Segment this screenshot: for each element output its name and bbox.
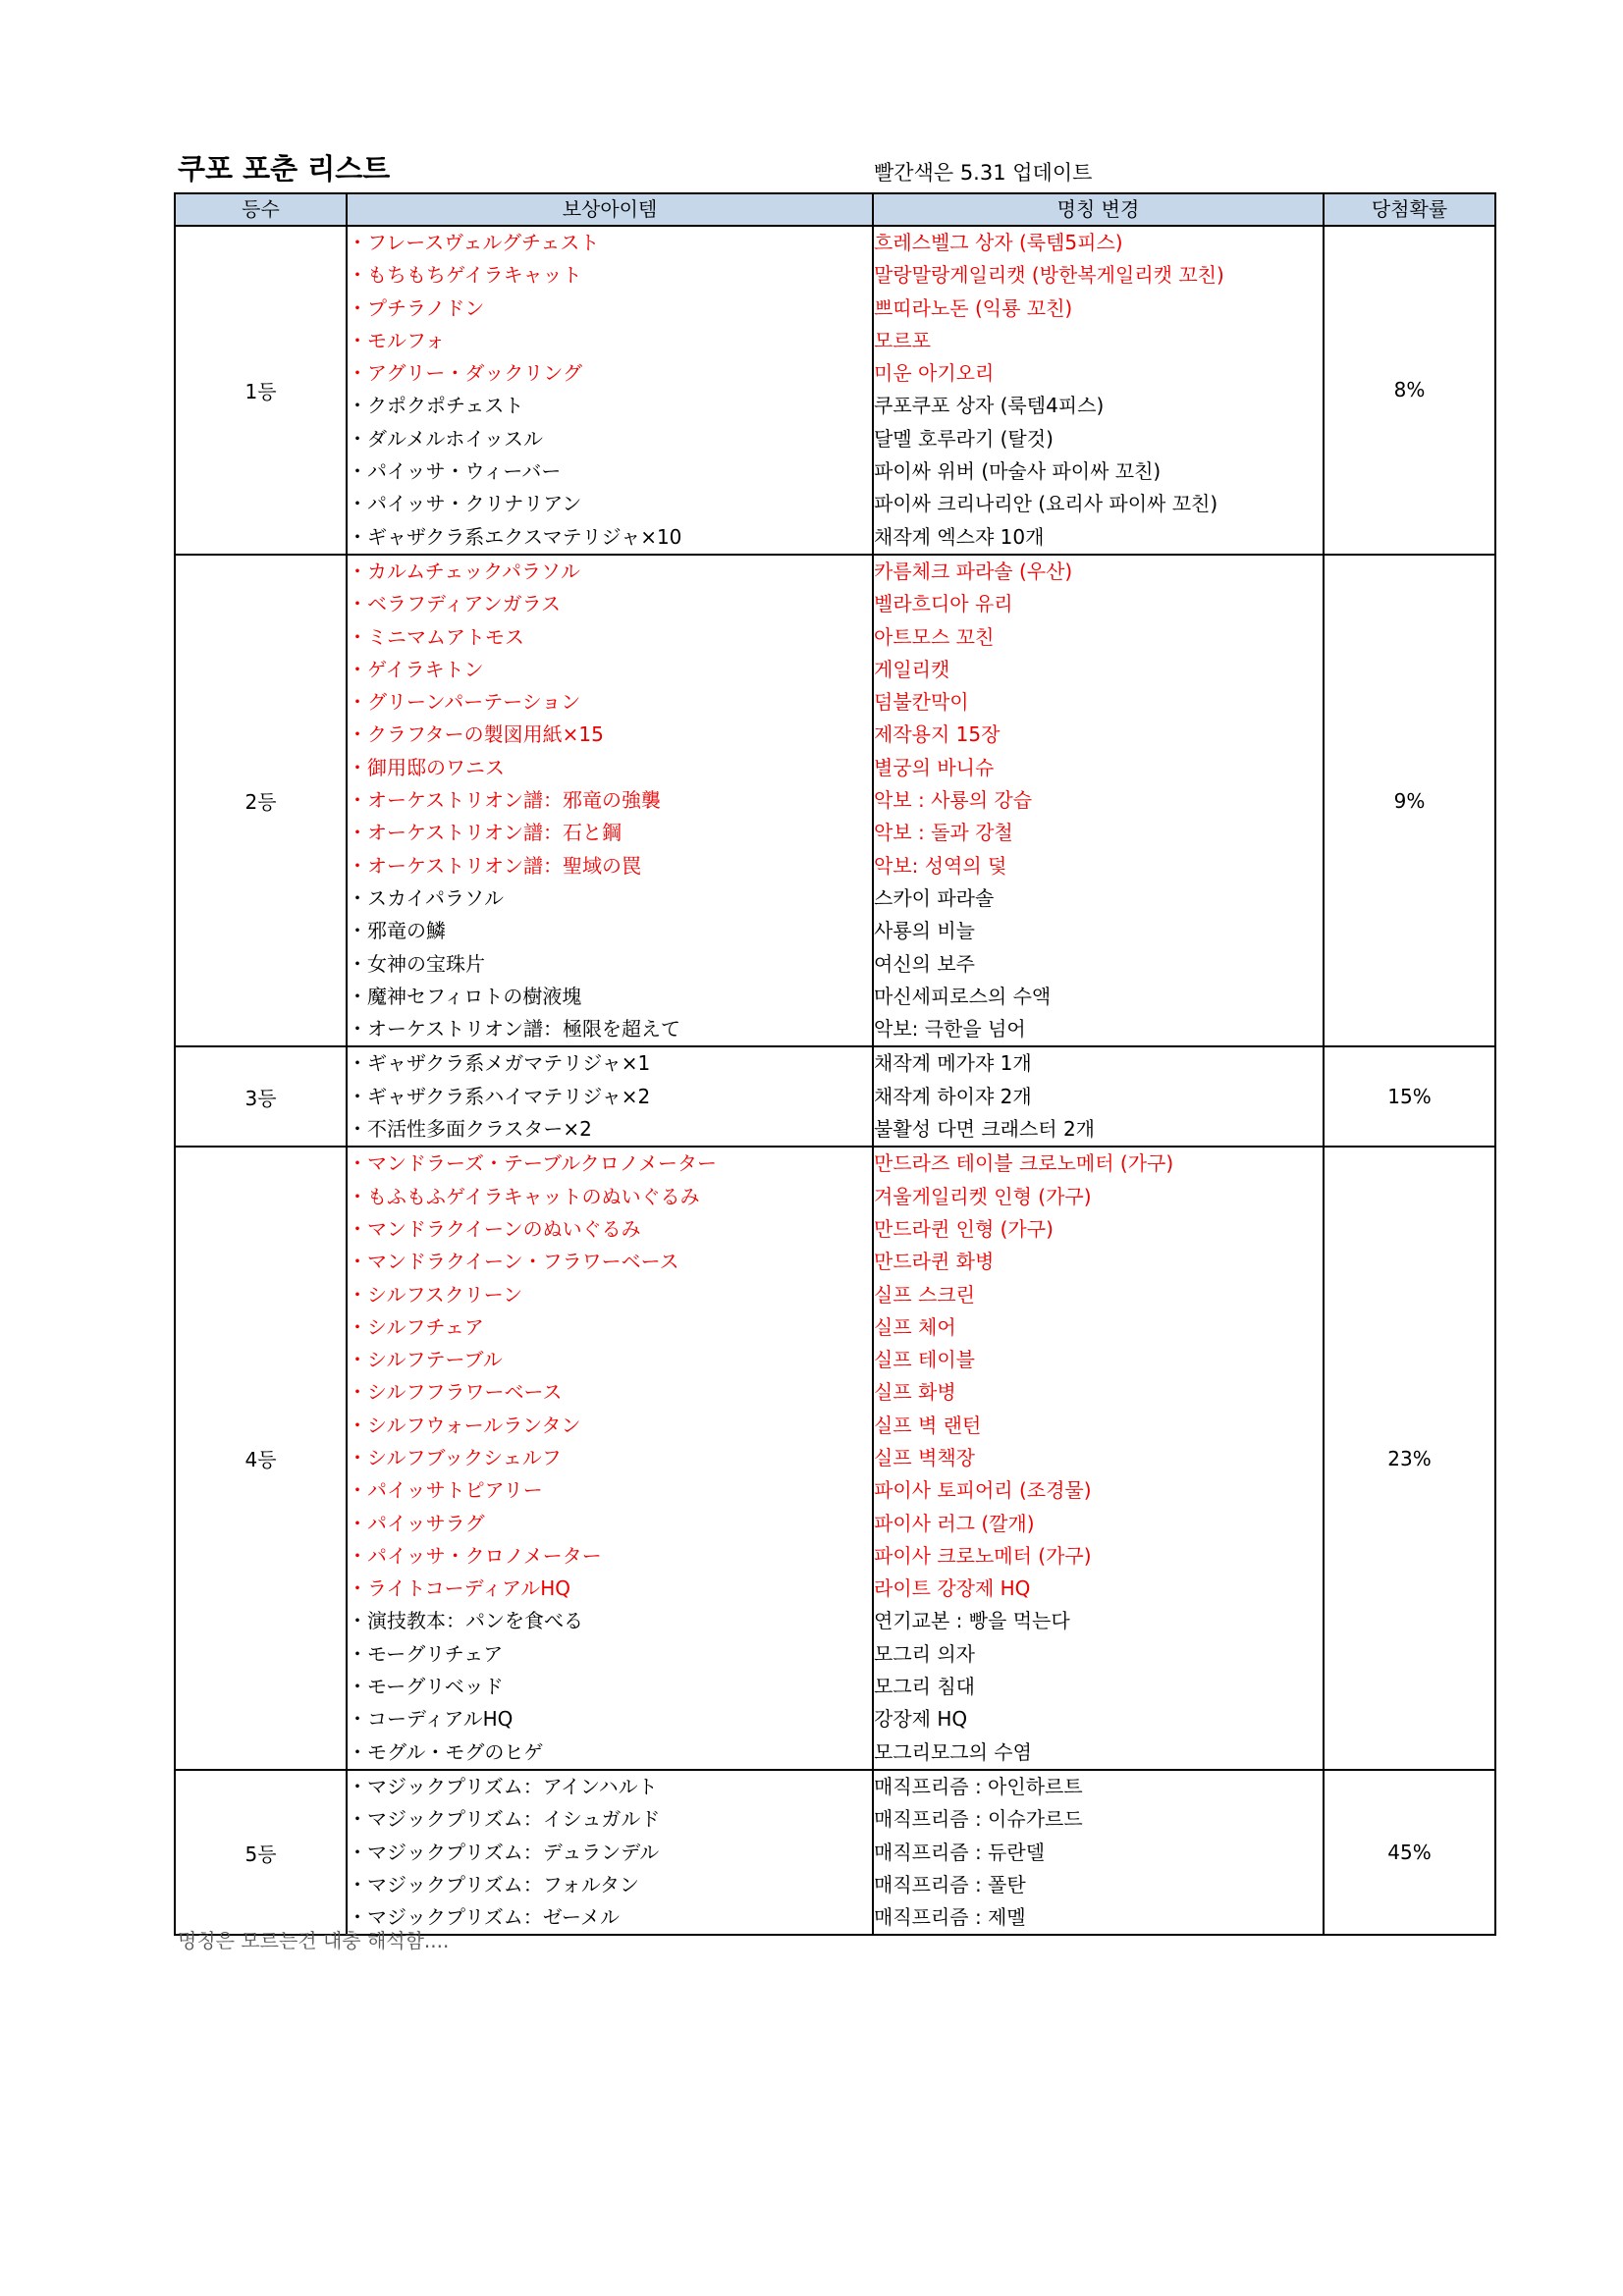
name-change-item: 실프 테이블	[874, 1348, 975, 1372]
reward-item: ・カルムチェックパラソル	[348, 559, 580, 583]
reward-item: ・フレースヴェルグチェスト	[348, 231, 600, 254]
name-change-item: 실프 체어	[874, 1314, 956, 1339]
name-change-list	[873, 1147, 1324, 1770]
name-change-item: 악보: 성역의 덫	[874, 853, 1007, 878]
table-body	[175, 226, 1495, 1935]
name-change-item: 흐레스벨그 상자 (룩템5피스)	[874, 231, 1123, 254]
name-change-item: 벨라흐디아 유리	[874, 592, 1013, 616]
name-change-item: 악보: 극한을 넘어	[874, 1017, 1026, 1041]
header-probability: 당첨확률	[1324, 193, 1495, 226]
reward-item: ・演技教本：パンを食べる	[348, 1609, 583, 1633]
name-change-item: 연기교본 : 빵을 먹는다	[874, 1609, 1070, 1633]
name-change-item: 실프 벽책장	[874, 1445, 975, 1469]
name-change-item: 악보 : 사룡의 강습	[874, 788, 1033, 813]
reward-item: ・モグル・モグのヒゲ	[348, 1739, 544, 1764]
name-change-item: 모그리 의자	[874, 1641, 975, 1666]
reward-item: ・シルフチェア	[348, 1314, 484, 1339]
name-change-list	[873, 1770, 1324, 1935]
name-change-item: 만드라퀸 인형 (가구)	[874, 1216, 1054, 1241]
name-change-item: 라이트 강장제 HQ	[874, 1576, 1031, 1601]
name-change-item: 여신의 보주	[874, 951, 975, 976]
reward-item: ・シルフフラワーベース	[348, 1380, 563, 1405]
name-change-item: 모그리 침대	[874, 1675, 975, 1699]
reward-table	[174, 192, 1496, 1936]
footnote: 명칭은 모르는건 대충 해석함....	[178, 1929, 450, 1952]
name-change-item: 강장제 HQ	[874, 1707, 968, 1732]
reward-item: ・ミニマムアトモス	[348, 624, 524, 649]
name-change-item: 채작계 엑스쟈 10개	[874, 524, 1045, 549]
name-change-item: 매직프리즘 : 제멜	[874, 1905, 1026, 1930]
reward-item: ・シルフブックシェルフ	[348, 1445, 562, 1469]
reward-item: ・オーケストリオン譜：極限を超えて	[348, 1017, 680, 1041]
reward-item: ・パイッサ・ウィーバー	[348, 459, 562, 484]
name-change-item: 파이싸 크리나리안 (요리사 파이싸 꼬친)	[874, 492, 1218, 516]
tier-grade: 4등	[175, 1147, 347, 1770]
reward-item-list	[347, 226, 873, 555]
reward-item: ・シルフテーブル	[348, 1348, 503, 1372]
name-change-item: 말랑말랑게일리캣 (방한복게일리캣 꼬친)	[874, 263, 1224, 288]
reward-item: ・オーケストリオン譜：聖域の罠	[348, 853, 641, 878]
name-change-item: 파이사 크로노메터 (가구)	[874, 1543, 1092, 1568]
tier-probability: 45%	[1324, 1770, 1495, 1935]
reward-item-list	[347, 1147, 873, 1770]
name-change-item: 매직프리즘 : 이슈가르드	[874, 1807, 1083, 1832]
name-change-item: 미운 아기오리	[874, 361, 995, 386]
reward-item: ・ライトコーディアルHQ	[348, 1576, 570, 1601]
header-name-change: 명칭 변경	[873, 193, 1324, 226]
reward-item: ・モーグリベッド	[348, 1675, 504, 1699]
reward-item: ・邪竜の鱗	[348, 919, 446, 943]
reward-item: ・ベラフディアンガラス	[348, 592, 561, 616]
tier-grade: 5등	[175, 1770, 347, 1935]
name-change-item: 매직프리즘 : 폴탄	[874, 1872, 1026, 1896]
name-change-item: 모르포	[874, 328, 931, 352]
reward-item: ・不活性多面クラスター×2	[348, 1117, 592, 1142]
name-change-list	[873, 226, 1324, 555]
name-change-item: 덤불칸막이	[874, 690, 969, 715]
reward-item: ・女神の宝珠片	[348, 951, 485, 976]
name-change-item: 겨울게일리켓 인형 (가구)	[874, 1184, 1092, 1208]
reward-item: ・ギャザクラ系メガマテリジャ×1	[348, 1051, 651, 1076]
reward-item-list	[347, 555, 873, 1046]
tier-probability: 15%	[1324, 1046, 1495, 1147]
name-change-item: 게일리캣	[874, 657, 950, 681]
reward-item: ・モルフォ	[348, 328, 445, 352]
page-title: 쿠포 포춘 리스트	[178, 152, 391, 186]
name-change-list	[873, 555, 1324, 1046]
reward-item: ・ギャザクラ系エクスマテリジャ×10	[348, 524, 682, 549]
reward-item: ・シルフウォールランタン	[348, 1413, 581, 1437]
reward-item: ・マジックプリズム：イシュガルド	[348, 1807, 661, 1832]
reward-item: ・もふもふゲイラキャットのぬいぐるみ	[348, 1184, 700, 1208]
name-change-item: 별궁의 바니슈	[874, 755, 995, 779]
name-change-item: 파이사 러그 (깔개)	[874, 1511, 1035, 1535]
reward-item-list	[347, 1046, 873, 1147]
name-change-item: 만드라퀸 화병	[874, 1250, 995, 1274]
reward-item: ・マジックプリズム：アインハルト	[348, 1774, 658, 1798]
tier-row	[175, 226, 1495, 555]
reward-item: ・パイッサ・クロノメーター	[348, 1543, 602, 1568]
name-change-item: 실프 벽 랜턴	[874, 1413, 982, 1437]
tier-grade: 3등	[175, 1046, 347, 1147]
name-change-item: 스카이 파라솔	[874, 885, 995, 910]
reward-item: ・パイッサ・クリナリアン	[348, 492, 582, 516]
table-header-row	[175, 193, 1495, 226]
header-grade: 등수	[175, 193, 347, 226]
reward-item: ・オーケストリオン譜：邪竜の強襲	[348, 788, 661, 813]
name-change-item: 쿠포쿠포 상자 (룩템4피스)	[874, 394, 1105, 418]
reward-item: ・もちもちゲイラキャット	[348, 263, 582, 288]
reward-item: ・グリーンパーテーション	[348, 690, 581, 715]
name-change-item: 달멜 호루라기 (탈것)	[874, 426, 1054, 451]
reward-item: ・クラフターの製図用紙×15	[348, 722, 604, 747]
name-change-item: 실프 스크린	[874, 1282, 975, 1307]
reward-item: ・シルフスクリーン	[348, 1282, 523, 1307]
reward-item: ・ゲイラキトン	[348, 657, 484, 681]
reward-item: ・マジックプリズム：ゼーメル	[348, 1905, 620, 1930]
reward-item: ・ダルメルホイッスル	[348, 426, 543, 451]
tier-row	[175, 555, 1495, 1046]
reward-item: ・マジックプリズム：デュランデル	[348, 1840, 660, 1864]
tier-probability: 23%	[1324, 1147, 1495, 1770]
reward-item: ・スカイパラソル	[348, 885, 504, 910]
header-reward: 보상아이템	[347, 193, 873, 226]
name-change-item: 사룡의 비늘	[874, 919, 975, 943]
update-note: 빨간색은 5.31 업데이트	[874, 161, 1093, 185]
reward-item: ・ギャザクラ系ハイマテリジャ×2	[348, 1084, 651, 1108]
reward-item: ・御用邸のワニス	[348, 755, 505, 779]
name-change-item: 파이사 토피어리 (조경물)	[874, 1478, 1092, 1503]
name-change-item: 악보 : 돌과 강철	[874, 821, 1013, 845]
tier-row	[175, 1046, 1495, 1147]
name-change-item: 쁘띠라노돈 (익룡 꼬친)	[874, 295, 1073, 320]
tier-row	[175, 1147, 1495, 1770]
tier-row	[175, 1770, 1495, 1935]
reward-item: ・プチラノドン	[348, 295, 485, 320]
name-change-item: 불활성 다면 크래스터 2개	[874, 1117, 1095, 1142]
reward-item: ・マンドラクイーンのぬいぐるみ	[348, 1216, 641, 1241]
tier-probability: 8%	[1324, 226, 1495, 555]
reward-item: ・マジックプリズム：フォルタン	[348, 1872, 639, 1896]
name-change-item: 매직프리즘 : 듀란델	[874, 1840, 1046, 1864]
name-change-item: 카름체크 파라솔 (우산)	[874, 559, 1073, 583]
reward-item: ・魔神セフィロトの樹液塊	[348, 984, 582, 1008]
name-change-item: 제작용지 15장	[874, 722, 1001, 747]
name-change-item: 만드라즈 테이블 크로노메터 (가구)	[874, 1151, 1174, 1176]
tier-grade: 1등	[175, 226, 347, 555]
name-change-item: 아트모스 꼬친	[874, 624, 995, 649]
name-change-item: 모그리모그의 수염	[874, 1739, 1032, 1764]
reward-item-list	[347, 1770, 873, 1935]
name-change-item: 채작계 하이쟈 2개	[874, 1084, 1032, 1108]
name-change-item: 파이싸 위버 (마술사 파이싸 꼬친)	[874, 459, 1162, 484]
name-change-item: 채작계 메가쟈 1개	[874, 1051, 1032, 1076]
name-change-item: 마신세피로스의 수액	[874, 984, 1052, 1008]
reward-item: ・クポクポチェスト	[348, 394, 524, 418]
reward-item: ・アグリー・ダックリング	[348, 361, 582, 386]
name-change-list	[873, 1046, 1324, 1147]
reward-item: ・オーケストリオン譜：石と鋼	[348, 821, 622, 845]
tier-grade: 2등	[175, 555, 347, 1046]
name-change-item: 실프 화병	[874, 1380, 956, 1405]
tier-probability: 9%	[1324, 555, 1495, 1046]
reward-item: ・コーディアルHQ	[348, 1707, 514, 1732]
reward-item: ・マンドラクイーン・フラワーベース	[348, 1250, 679, 1274]
reward-item: ・パイッサラグ	[348, 1511, 485, 1535]
reward-item: ・パイッサトピアリー	[348, 1478, 543, 1503]
reward-item: ・モーグリチェア	[348, 1641, 504, 1666]
reward-item: ・マンドラーズ・テーブルクロノメーター	[348, 1151, 717, 1176]
name-change-item: 매직프리즘 : 아인하르트	[874, 1774, 1083, 1798]
